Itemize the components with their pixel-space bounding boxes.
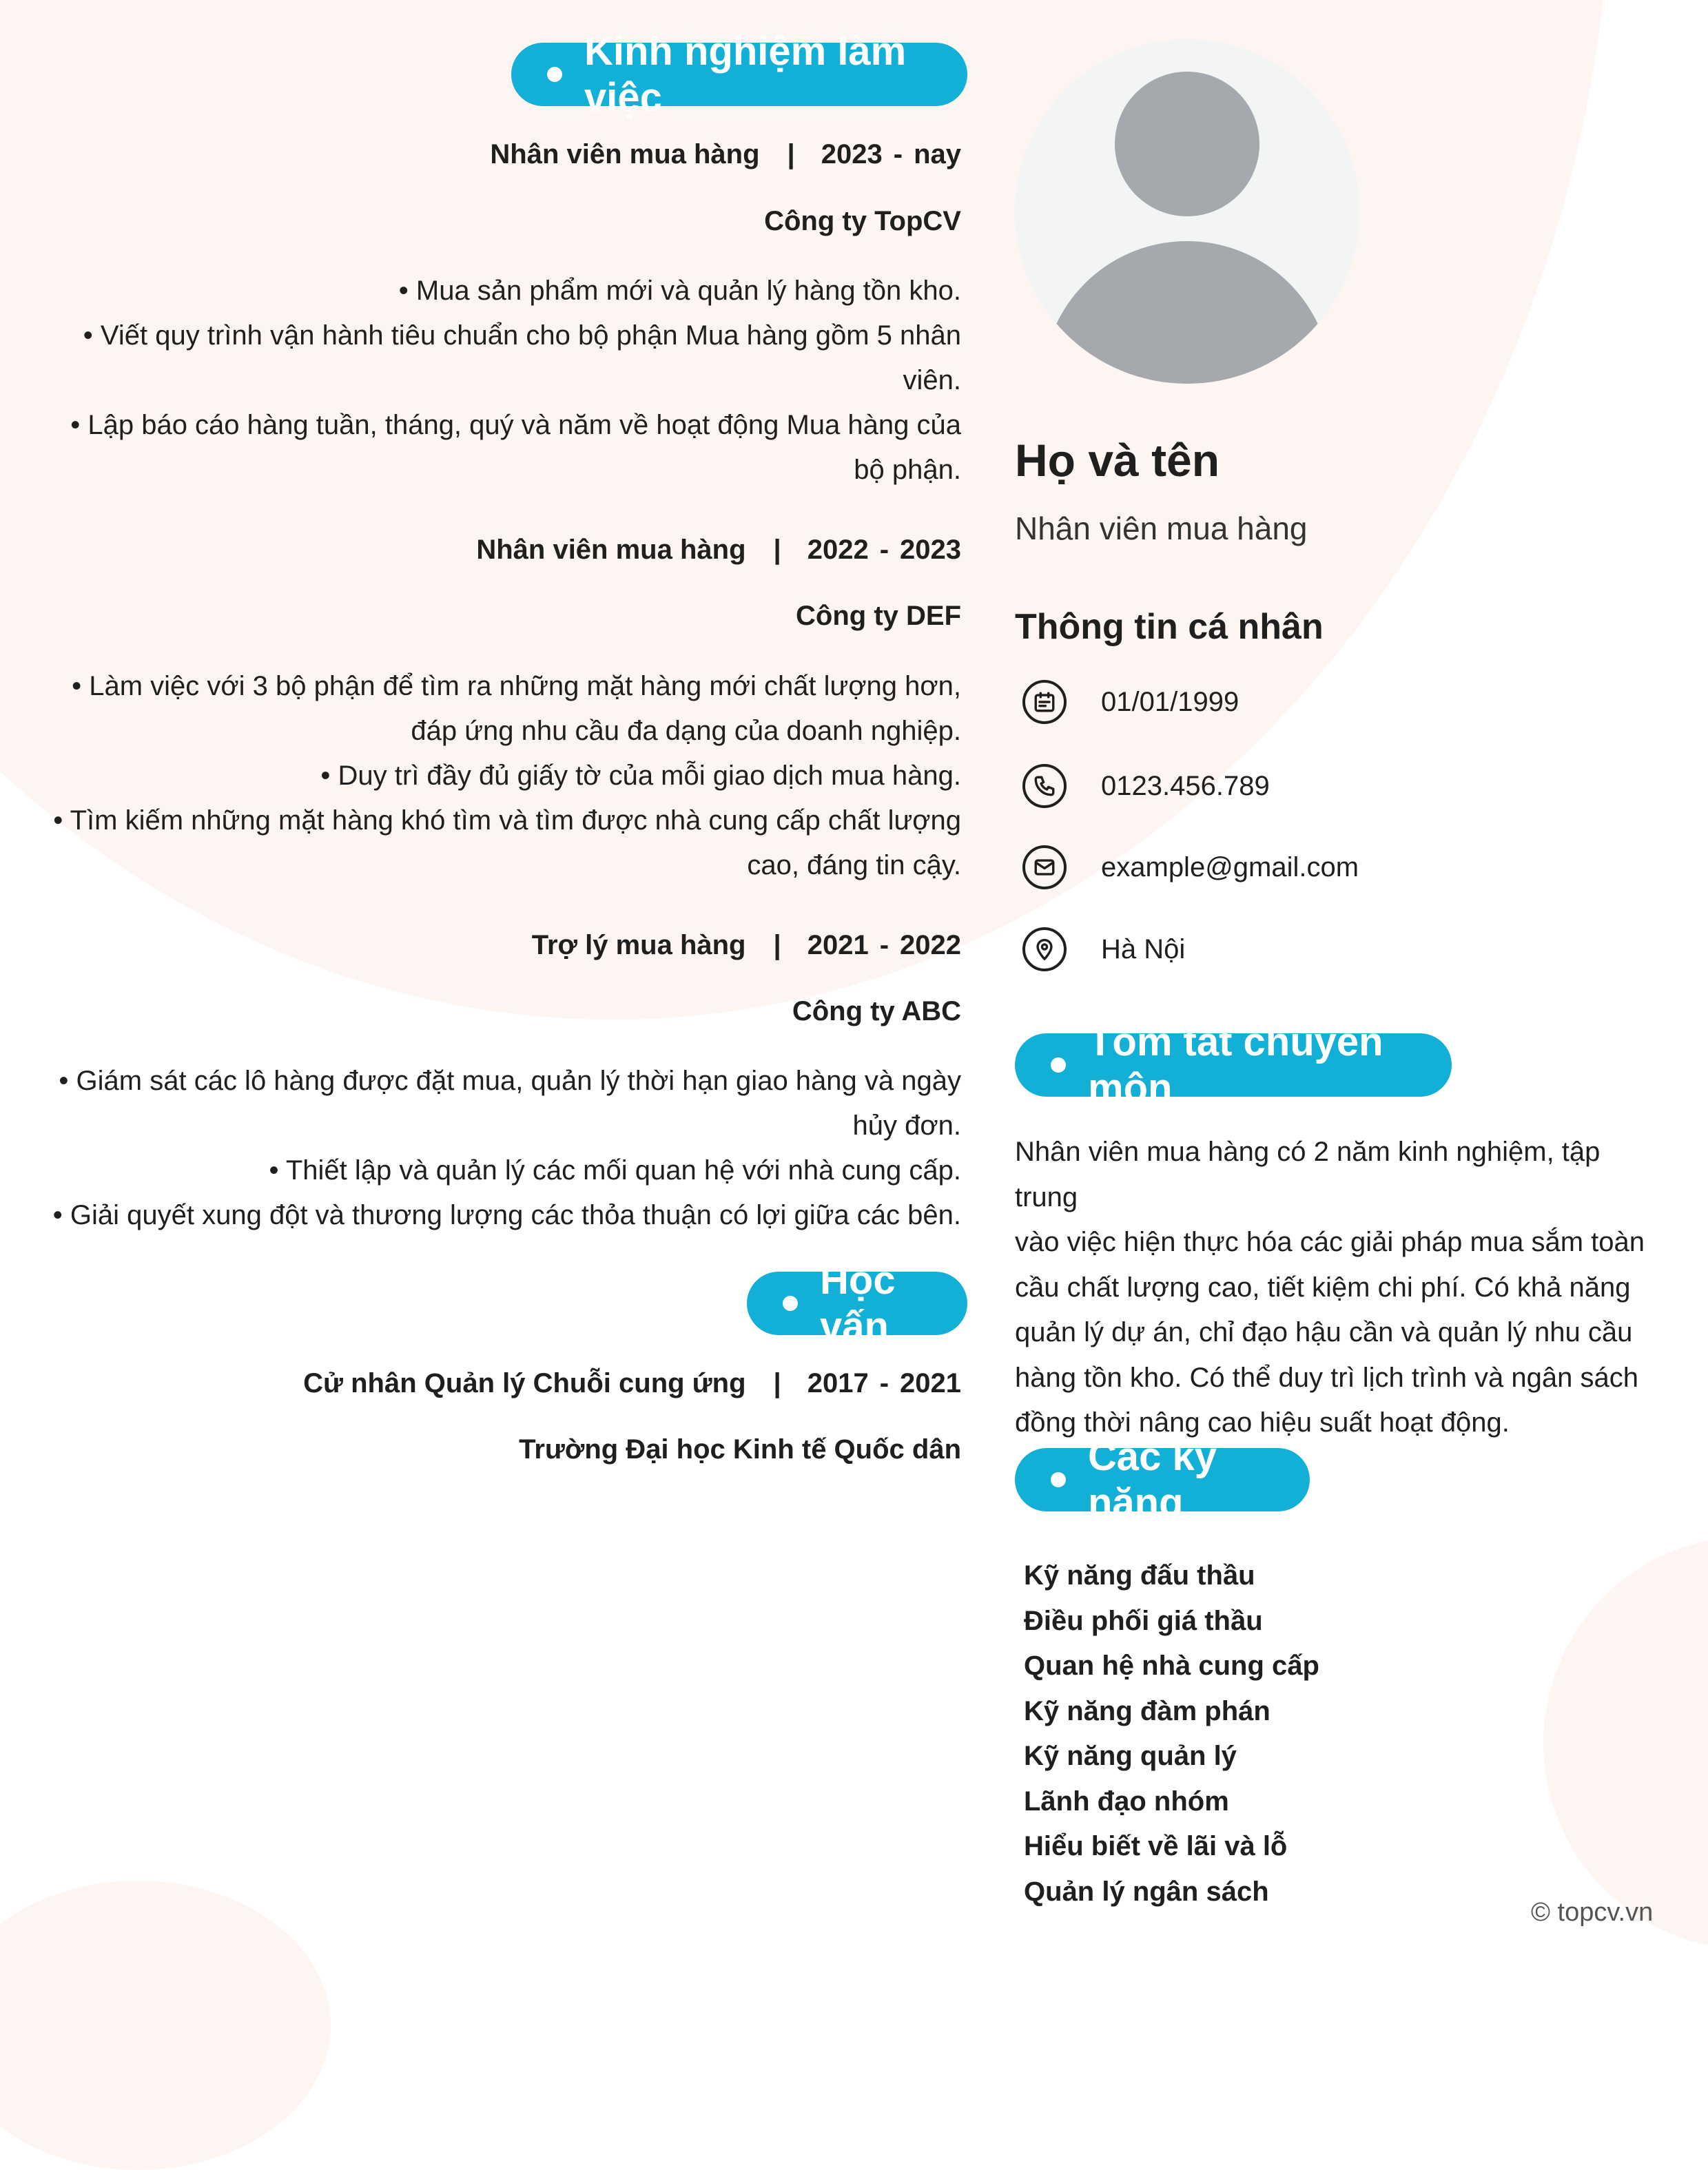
- job-start-year: 2023: [821, 139, 883, 169]
- job-bullet: • Làm việc với 3 bộ phận để tìm ra những mặt hàng mới chất lượng hơn,: [72, 671, 961, 701]
- summary-heading-pill: [1015, 1020, 1452, 1110]
- job-title-line: Trợ lý mua hàng | 2021 - 2022: [531, 930, 961, 960]
- job-bullet: • Lập báo cáo hàng tuần, tháng, quý và năm về hoạt động Mua hàng của: [70, 410, 961, 440]
- education-degree: Cử nhân Quản lý Chuỗi cung ứng: [303, 1368, 746, 1398]
- bullet-dot: [1051, 1472, 1066, 1487]
- skill-item: Kỹ năng đàm phán: [1024, 1695, 1270, 1726]
- job-end-year: 2023: [900, 535, 961, 565]
- job-position: Trợ lý mua hàng: [531, 930, 746, 960]
- info-email: [1022, 843, 1359, 891]
- summary-line: hàng tồn kho. Có thể duy trì lịch trình và ngân sách: [1015, 1362, 1638, 1393]
- skills-heading: Các kỹ năng: [1088, 1434, 1217, 1525]
- location-pin-icon: [1022, 927, 1067, 971]
- job-bullet: viên.: [903, 365, 961, 395]
- skill-item: Kỹ năng quản lý: [1024, 1741, 1237, 1771]
- job-bullet: • Thiết lập và quản lý các mối quan hệ với nhà cung cấp.: [269, 1155, 961, 1186]
- job-bullet: bộ phận.: [854, 455, 961, 485]
- summary-line: Nhân viên mua hàng có 2 năm kinh nghiệm, tập trung: [1015, 1137, 1601, 1212]
- job-company: Công ty DEF: [796, 601, 961, 631]
- skill-item: Quan hệ nhà cung cấp: [1024, 1651, 1319, 1681]
- education-school: Trường Đại học Kinh tế Quốc dân: [519, 1434, 961, 1465]
- summary-text: [1015, 1130, 1663, 1446]
- job-bullet: cao, đáng tin cậy.: [747, 850, 961, 880]
- job-title-line: Nhân viên mua hàng | 2023 - nay: [490, 139, 961, 169]
- personal-info-heading: Thông tin cá nhân: [1015, 607, 1324, 647]
- job-title-line: Nhân viên mua hàng | 2022 - 2023: [476, 535, 961, 565]
- phone-text: 0123.456.789: [1101, 770, 1270, 801]
- skills-list: [1024, 1553, 1319, 1914]
- job-start-year: 2021: [807, 930, 869, 960]
- summary-line: đồng thời nâng cao hiệu suất hoạt động.: [1015, 1407, 1510, 1438]
- summary-line: cầu chất lượng cao, tiết kiệm chi phí. Có khả năng: [1015, 1272, 1631, 1303]
- education-start-year: 2017: [807, 1368, 869, 1398]
- info-location: [1022, 925, 1185, 973]
- job-start-year: 2022: [807, 535, 869, 565]
- profile-name: Họ và tên: [1015, 435, 1220, 486]
- birthday-text: 01/01/1999: [1101, 686, 1239, 717]
- education-heading: Học vấn: [820, 1258, 896, 1349]
- job-bullet: hủy đơn.: [852, 1110, 961, 1141]
- info-birthday: [1022, 678, 1239, 726]
- job-bullets: [31, 1059, 961, 1238]
- job-bullet: • Giải quyết xung đột và thương lượng các thỏa thuận có lợi giữa các bên.: [52, 1200, 961, 1230]
- job-bullets: [31, 269, 961, 493]
- avatar-body: [1042, 241, 1332, 384]
- skill-item: Quản lý ngân sách: [1024, 1876, 1269, 1907]
- skill-item: Điều phối giá thầu: [1024, 1605, 1263, 1636]
- education-end-year: 2021: [900, 1368, 961, 1398]
- job-bullets: [31, 664, 961, 888]
- phone-icon: [1022, 764, 1067, 808]
- job-company: Công ty TopCV: [764, 206, 961, 236]
- job-end-year: 2022: [900, 930, 961, 960]
- skill-item: Kỹ năng đấu thầu: [1024, 1560, 1255, 1591]
- job-bullet: đáp ứng nhu cầu đa dạng của doanh nghiệp.: [411, 716, 961, 746]
- footer-credit: © topcv.vn: [1531, 1898, 1654, 1927]
- bullet-dot: [783, 1296, 798, 1311]
- job-bullet: • Mua sản phẩm mới và quản lý hàng tồn kho.: [398, 276, 961, 306]
- background-circle-bottom-right: [1543, 1536, 1708, 1950]
- bullet-dot: [547, 67, 562, 82]
- skill-item: Hiểu biết về lãi và lỗ: [1024, 1831, 1288, 1861]
- education-heading-pill: [747, 1258, 967, 1349]
- bullet-dot: [1051, 1057, 1066, 1073]
- email-text: example@gmail.com: [1101, 851, 1359, 882]
- avatar: [1015, 39, 1359, 384]
- experience-heading-pill: [511, 29, 967, 120]
- job-position: Nhân viên mua hàng: [476, 535, 746, 565]
- job-bullet: • Tìm kiếm những mặt hàng khó tìm và tìm được nhà cung cấp chất lượng: [53, 805, 961, 836]
- background-circle-bottom-left: [0, 1881, 331, 2170]
- summary-line: vào việc hiện thực hóa các giải pháp mua sắm toàn: [1015, 1227, 1645, 1257]
- mail-icon: [1022, 845, 1067, 889]
- location-text: Hà Nội: [1101, 933, 1186, 964]
- skills-heading-pill: [1015, 1434, 1310, 1525]
- job-bullet: • Giám sát các lô hàng được đặt mua, quản lý thời hạn giao hàng và ngày: [59, 1066, 961, 1096]
- calendar-icon: [1022, 680, 1067, 724]
- job-bullet: • Duy trì đầy đủ giấy tờ của mỗi giao dịch mua hàng.: [320, 761, 961, 791]
- profile-title: Nhân viên mua hàng: [1015, 510, 1308, 546]
- job-bullet: • Viết quy trình vận hành tiêu chuẩn cho bộ phận Mua hàng gồm 5 nhân: [83, 320, 961, 351]
- experience-heading: Kinh nghiệm làm việc: [584, 29, 907, 120]
- job-position: Nhân viên mua hàng: [490, 139, 760, 169]
- info-phone: [1022, 762, 1270, 810]
- job-company: Công ty ABC: [792, 996, 961, 1026]
- skill-item: Lãnh đạo nhóm: [1024, 1786, 1229, 1817]
- job-end-year: nay: [914, 139, 961, 169]
- summary-line: quản lý dự án, chỉ đạo hậu cần và quản lý nhu cầu: [1015, 1317, 1633, 1347]
- summary-heading: Tóm tắt chuyên môn: [1088, 1020, 1383, 1110]
- education-title-line: Cử nhân Quản lý Chuỗi cung ứng | 2017 - 2021: [303, 1368, 961, 1398]
- avatar-head: [1115, 72, 1259, 216]
